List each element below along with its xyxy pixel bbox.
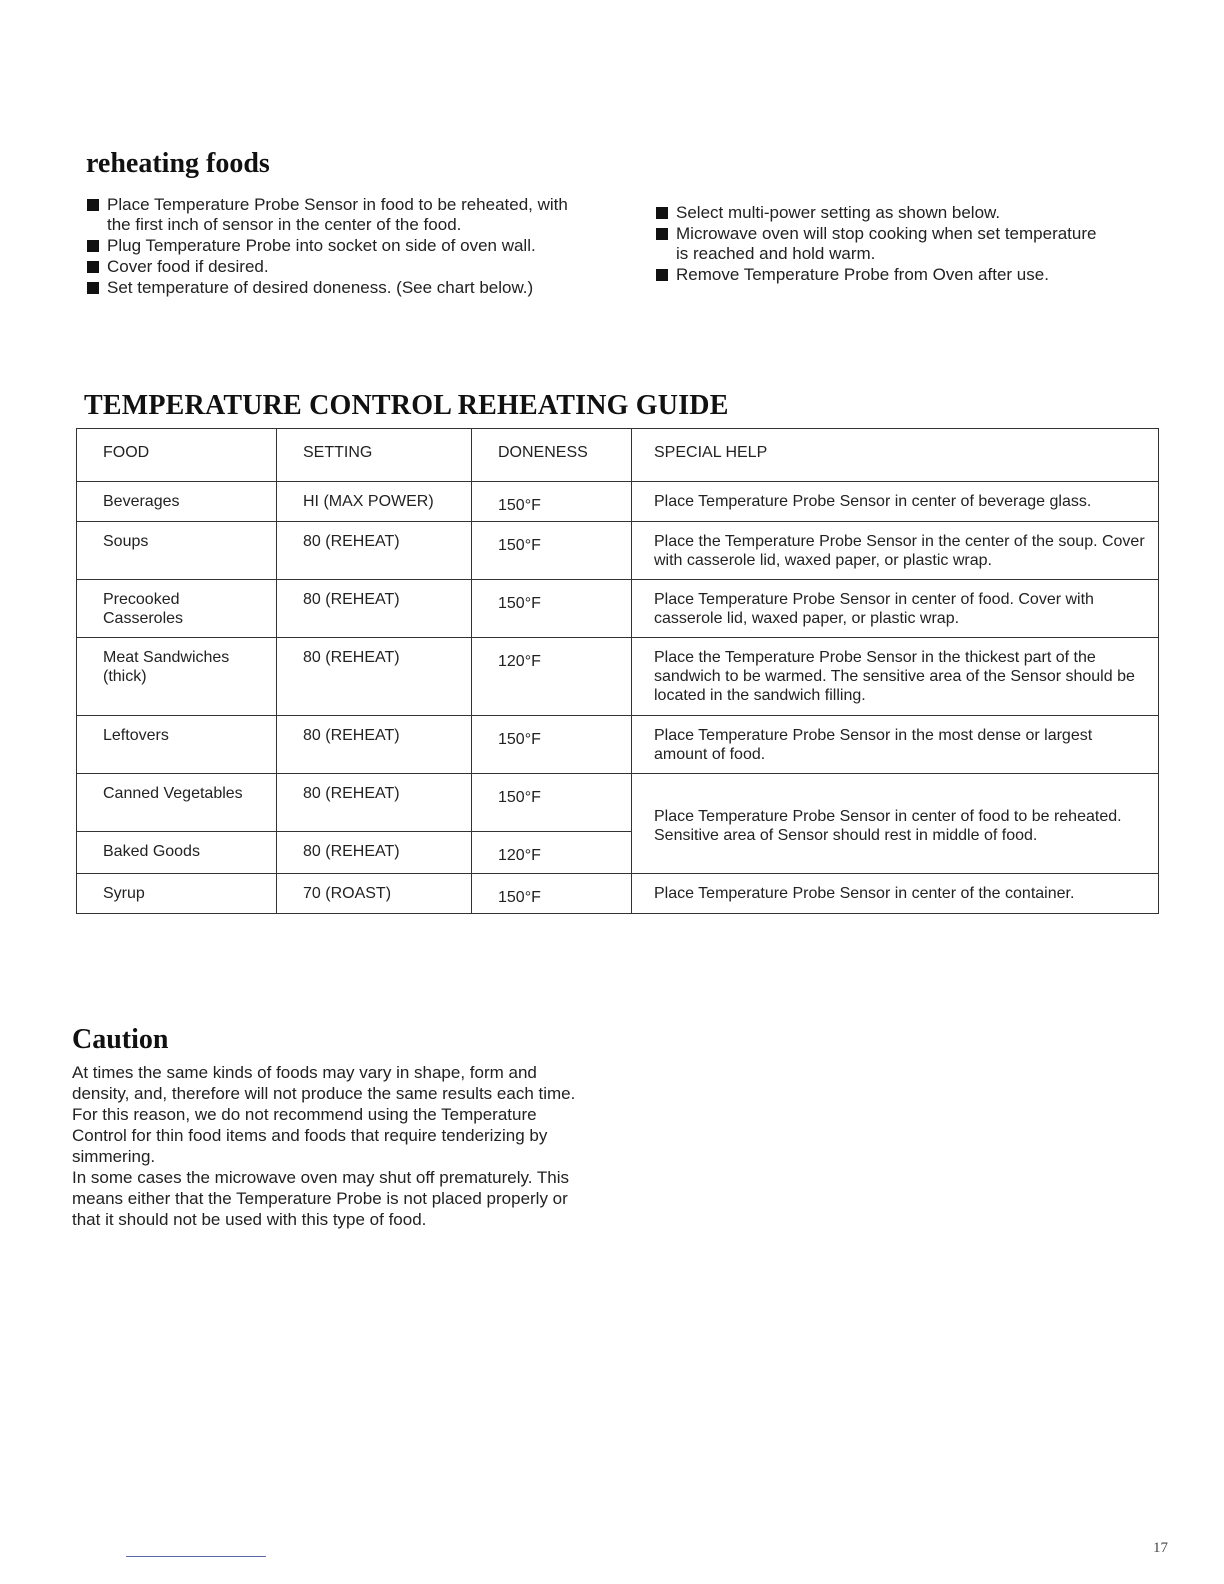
doneness-cell: 120°F: [472, 638, 632, 716]
food-cell: Soups: [77, 522, 277, 580]
reheating-steps-left: [86, 195, 596, 299]
step-item: [655, 224, 1105, 264]
reheating-guide-table: [76, 428, 1159, 914]
step-item: [86, 278, 596, 298]
step-text: Place Temperature Probe Sensor in food to be reheated, with the first inch of sensor in the center of the food.: [107, 195, 568, 234]
setting-cell: HI (MAX POWER): [277, 482, 472, 522]
bullet-square-icon: [87, 199, 99, 211]
step-item: [86, 195, 596, 235]
table-row: [77, 874, 1159, 914]
doneness-cell: 150°F: [472, 874, 632, 914]
setting-cell: 80 (REHEAT): [277, 774, 472, 832]
step-text: Microwave oven will stop cooking when set temperature is reached and hold warm.: [676, 224, 1097, 263]
step-item: [86, 257, 596, 277]
help-cell: Place the Temperature Probe Sensor in the thickest part of the sandwich to be warmed. The sensitive area of the Sensor should be located in the sandwich filling.: [632, 638, 1159, 716]
setting-cell: 80 (REHEAT): [277, 716, 472, 774]
table-row: [77, 580, 1159, 638]
food-cell: Canned Vegetables: [77, 774, 277, 832]
bullet-square-icon: [656, 228, 668, 240]
header-setting: SETTING: [277, 429, 472, 482]
doneness-cell: 150°F: [472, 580, 632, 638]
bullet-square-icon: [87, 282, 99, 294]
food-cell: Baked Goods: [77, 832, 277, 874]
reheating-steps-right: [655, 203, 1105, 286]
step-text: Remove Temperature Probe from Oven after use.: [676, 265, 1049, 284]
step-text: Cover food if desired.: [107, 257, 269, 276]
setting-cell: 70 (ROAST): [277, 874, 472, 914]
doneness-cell: 150°F: [472, 522, 632, 580]
food-cell: Beverages: [77, 482, 277, 522]
table-row: [77, 638, 1159, 716]
help-cell: Place the Temperature Probe Sensor in the center of the soup. Cover with casserole lid, waxed paper, or plastic wrap.: [632, 522, 1159, 580]
page-number: 17: [1153, 1540, 1168, 1556]
caution-title: Caution: [72, 1024, 169, 1055]
step-item: [655, 203, 1105, 223]
header-food: FOOD: [77, 429, 277, 482]
table-row: [77, 522, 1159, 580]
help-cell: Place Temperature Probe Sensor in center of food to be reheated. Sensitive area of Sensor should rest in middle of food.: [632, 774, 1159, 874]
table-header-row: [77, 429, 1159, 482]
help-cell: Place Temperature Probe Sensor in center of the container.: [632, 874, 1159, 914]
doneness-cell: 150°F: [472, 716, 632, 774]
table-row: [77, 774, 1159, 832]
table-row: [77, 716, 1159, 774]
food-cell: Precooked Casseroles: [77, 580, 277, 638]
step-item: [655, 265, 1105, 285]
caution-body: [72, 1062, 577, 1230]
bullet-square-icon: [87, 240, 99, 252]
caution-paragraph: In some cases the microwave oven may shut off prematurely. This means either that the Temperature Probe is not placed properly or that it should not be used with this type of food.: [72, 1168, 569, 1229]
food-cell: Syrup: [77, 874, 277, 914]
reheating-foods-title: reheating foods: [86, 148, 270, 179]
step-item: [86, 236, 596, 256]
setting-cell: 80 (REHEAT): [277, 580, 472, 638]
caution-paragraph: At times the same kinds of foods may vary in shape, form and density, and, therefore will not produce the same results each time. For this reason, we do not recommend using the Temperature Control for thin food items and foods that require tenderizing by simmering.: [72, 1063, 576, 1166]
header-special-help: SPECIAL HELP: [632, 429, 1159, 482]
help-cell: Place Temperature Probe Sensor in center of food. Cover with casserole lid, waxed paper, or plastic wrap.: [632, 580, 1159, 638]
setting-cell: 80 (REHEAT): [277, 832, 472, 874]
help-cell: Place Temperature Probe Sensor in the most dense or largest amount of food.: [632, 716, 1159, 774]
bullet-square-icon: [87, 261, 99, 273]
step-text: Plug Temperature Probe into socket on side of oven wall.: [107, 236, 536, 255]
doneness-cell: 120°F: [472, 832, 632, 874]
food-cell: Leftovers: [77, 716, 277, 774]
setting-cell: 80 (REHEAT): [277, 522, 472, 580]
step-text: Set temperature of desired doneness. (See chart below.): [107, 278, 534, 297]
table-row: [77, 482, 1159, 522]
header-doneness: DONENESS: [472, 429, 632, 482]
help-cell: Place Temperature Probe Sensor in center of beverage glass.: [632, 482, 1159, 522]
bottom-rule: [126, 1556, 266, 1557]
setting-cell: 80 (REHEAT): [277, 638, 472, 716]
guide-title: TEMPERATURE CONTROL REHEATING GUIDE: [84, 390, 729, 421]
bullet-square-icon: [656, 207, 668, 219]
bullet-square-icon: [656, 269, 668, 281]
doneness-cell: 150°F: [472, 482, 632, 522]
step-text: Select multi-power setting as shown below.: [676, 203, 1001, 222]
food-cell: Meat Sandwiches (thick): [77, 638, 277, 716]
doneness-cell: 150°F: [472, 774, 632, 832]
